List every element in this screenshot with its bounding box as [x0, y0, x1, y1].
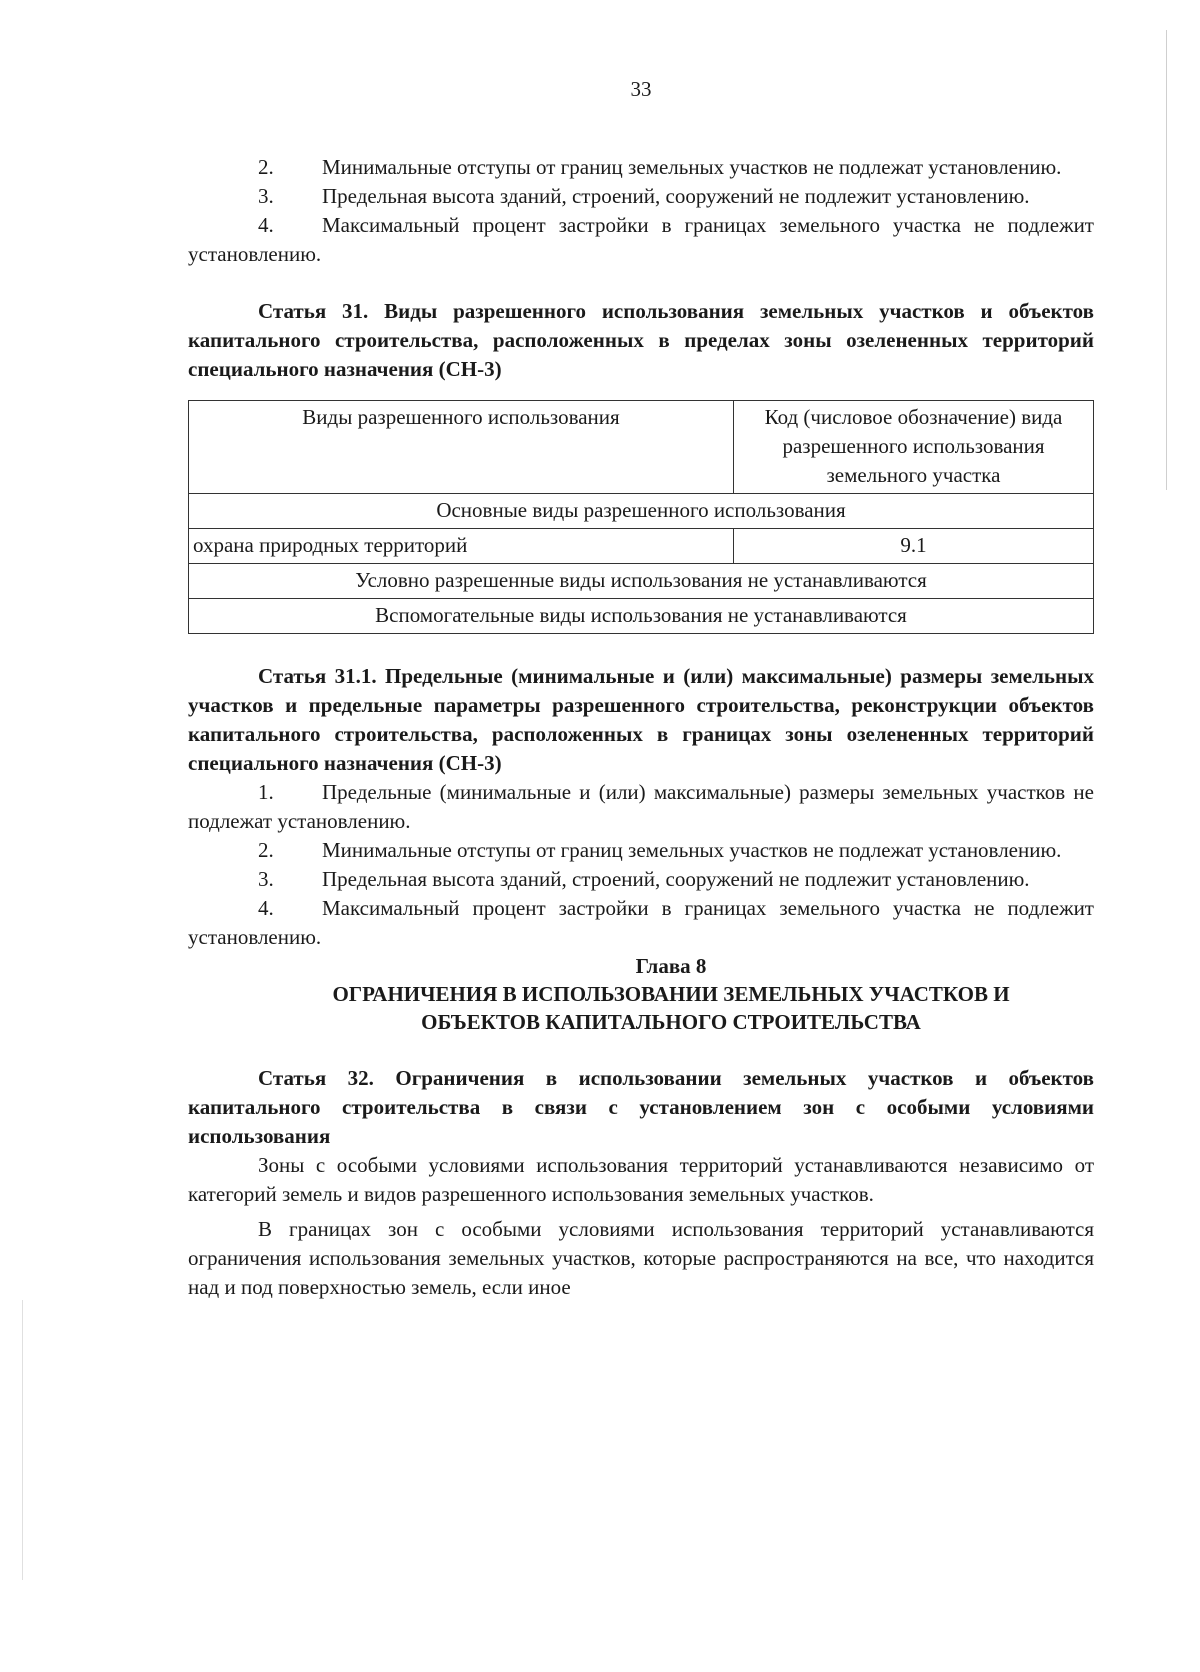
table-header-row: [189, 401, 1094, 494]
item-number: 4.: [258, 896, 274, 920]
table-section-row: [189, 564, 1094, 599]
list-item: [188, 836, 1094, 865]
item-text: Максимальный процент застройки в границах земельного участка не подлежит установлению.: [188, 896, 1094, 949]
article-32-title: Статья 32. Ограничения в использовании земельных участков и объектов капитального строительства в связи с установлением зон с особыми условиями использования: [188, 1066, 1094, 1148]
item-text: Предельные (минимальные и (или) максимальные) размеры земельных участков не подлежат установлению.: [188, 780, 1094, 833]
section-main-uses: Основные виды разрешенного использования: [189, 494, 1094, 529]
article-31-title: Статья 31. Виды разрешенного использования земельных участков и объектов капитального строительства, расположенных в пределах зоны озелененных территорий специального назначения (СН-3): [188, 299, 1094, 381]
section-auxiliary-uses: Вспомогательные виды использования не устанавливаются: [189, 599, 1094, 634]
item-text: Предельная высота зданий, строений, сооружений не подлежит установлению.: [322, 184, 1030, 208]
item-text: Максимальный процент застройки в границах земельного участка не подлежит установлению.: [188, 213, 1094, 266]
article-32-paragraph: В границах зон с особыми условиями использования территорий устанавливаются ограничения использования земельных участков, которые распространяются на все, что находится над и под поверхностью земель, если иное: [188, 1217, 1094, 1299]
scan-margin-line-left: [22, 1300, 23, 1580]
use-name: охрана природных территорий: [189, 529, 734, 564]
section-conditional-uses: Условно разрешенные виды использования не устанавливаются: [189, 564, 1094, 599]
item-number: 3.: [258, 867, 274, 891]
chapter-title-line1: ОГРАНИЧЕНИЯ В ИСПОЛЬЗОВАНИИ ЗЕМЕЛЬНЫХ УЧАСТКОВ И: [332, 982, 1010, 1006]
chapter-title-line2: ОБЪЕКТОВ КАПИТАЛЬНОГО СТРОИТЕЛЬСТВА: [421, 1010, 921, 1034]
page-number: 33: [630, 77, 652, 101]
item-text: Минимальные отступы от границ земельных участков не подлежат установлению.: [322, 155, 1062, 179]
item-number: 3.: [258, 184, 274, 208]
item-number: 1.: [258, 780, 274, 804]
use-code: 9.1: [734, 529, 1094, 564]
article-31-1-title: Статья 31.1. Предельные (минимальные и (или) максимальные) размеры земельных участков и предельные параметры разрешенного строительства, реконструкции объектов капитального строительства, расположенных в границах зоны озелененных территорий специального назначения (СН-3): [188, 664, 1094, 775]
scan-margin-line: [1166, 30, 1167, 490]
page-content: [188, 153, 1094, 1302]
table-section-row: [189, 494, 1094, 529]
article-32-paragraph: Зоны с особыми условиями использования территорий устанавливаются независимо от категорий земель и видов разрешенного использования земельных участков.: [188, 1153, 1094, 1206]
permitted-uses-table: [188, 400, 1094, 634]
table-section-row: [189, 599, 1094, 634]
header-code: Код (числовое обозначение) вида разрешенного использования земельного участка: [734, 401, 1094, 494]
table-row: [189, 529, 1094, 564]
item-text: Предельная высота зданий, строений, сооружений не подлежит установлению.: [322, 867, 1030, 891]
list-item: [188, 211, 1094, 269]
chapter-heading: [248, 952, 1094, 1036]
list-item: [188, 182, 1094, 211]
list-item: [188, 778, 1094, 836]
list-item: [188, 894, 1094, 952]
list-item: [188, 865, 1094, 894]
item-number: 4.: [258, 213, 274, 237]
header-uses: Виды разрешенного использования: [189, 401, 734, 494]
item-text: Минимальные отступы от границ земельных участков не подлежат установлению.: [322, 838, 1062, 862]
chapter-label: Глава 8: [635, 954, 707, 978]
list-item: [188, 153, 1094, 182]
item-number: 2.: [258, 838, 274, 862]
item-number: 2.: [258, 155, 274, 179]
